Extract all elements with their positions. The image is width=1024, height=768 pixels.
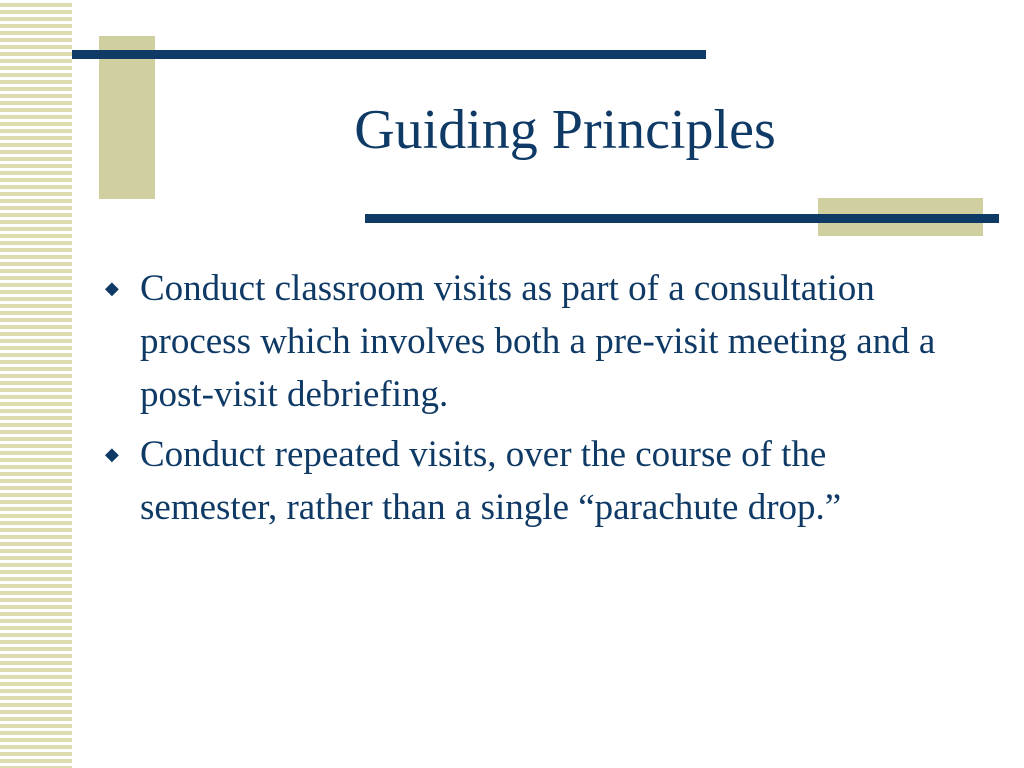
bullet-item	[100, 428, 970, 534]
slide-title: Guiding Principles	[354, 99, 776, 161]
bullet-text: Conduct repeated visits, over the course of the semester, rather than a single “parachute drop.”	[140, 434, 842, 528]
diamond-bullet-icon: ◆	[105, 444, 119, 465]
left-stripe-pattern	[0, 0, 72, 768]
diamond-bullet-icon: ◆	[105, 278, 119, 299]
bullet-item	[100, 262, 970, 421]
decorative-rule-top	[72, 50, 706, 59]
bullet-text: Conduct classroom visits as part of a consultation process which involves both a pre-visit meeting and a post-visit debriefing.	[140, 268, 936, 415]
bullet-list	[100, 262, 970, 541]
decorative-block-top	[99, 36, 155, 199]
decorative-rule-bottom	[365, 214, 999, 223]
